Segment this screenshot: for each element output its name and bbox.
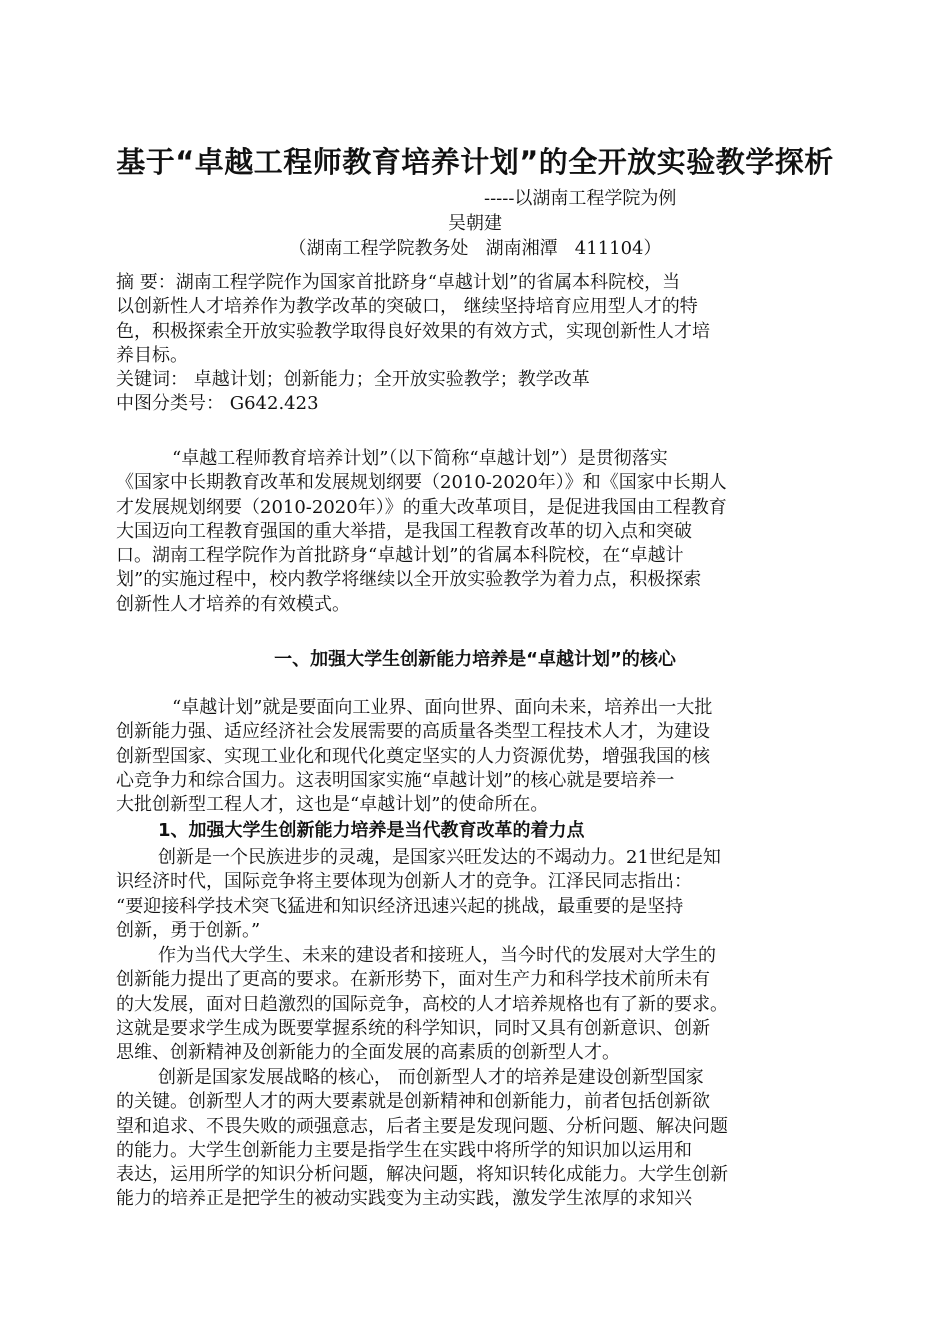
paragraph-line: 思维、创新精神及创新能力的全面发展的高素质的创新型人才。 — [116, 1042, 620, 1064]
paragraph-line: 划”的实施过程中，校内教学将继续以全开放实验教学为着力点，积极探索 — [116, 569, 702, 591]
paragraph-line: 创新性人才培养的有效模式。 — [116, 593, 350, 615]
paragraph — [116, 846, 836, 943]
abstract-line: 色，积极探索全开放实验教学取得良好效果的有效方式，实现创新性人才培 — [116, 320, 710, 342]
paragraph — [116, 1066, 836, 1212]
classification-number: 中图分类号： G642.423 — [116, 393, 319, 415]
paragraph-line: 这就是要求学生成为既要掌握系统的科学知识，同时又具有创新意识、创新 — [116, 1017, 710, 1039]
subsection-heading: 1、加强大学生创新能力培养是当代教育改革的着力点 — [158, 820, 585, 841]
author-name: 吴朝建 — [448, 213, 502, 234]
paragraph-line: 创新，勇于创新。” — [116, 919, 261, 941]
abstract-line: 养目标。 — [116, 344, 188, 366]
paragraph-line: 表达，运用所学的知识分析问题，解决问题，将知识转化成能力。大学生创新 — [116, 1164, 728, 1186]
paragraph-line: 创新型国家、实现工业化和现代化奠定坚实的人力资源优势，增强我国的核 — [116, 745, 710, 767]
paragraph — [116, 696, 836, 817]
paragraph-line: “卓越计划”就是要面向工业界、面向世界、面向未来，培养出一大批 — [172, 697, 713, 718]
paragraph-line: 创新是国家发展战略的核心， 而创新型人才的培养是建设创新型国家 — [158, 1067, 704, 1088]
paragraph-line: 识经济时代，国际竞争将主要体现为创新人才的竞争。江泽民同志指出： — [116, 871, 692, 893]
paragraph-line: 《国家中长期教育改革和发展规划纲要（2010-2020年）》和《国家中长期人 — [116, 472, 727, 494]
paragraph-line: 创新能力强、适应经济社会发展需要的高质量各类型工程技术人才，为建设 — [116, 721, 710, 743]
paragraph-line: 心竞争力和综合国力。这表明国家实施“卓越计划”的核心就是要培养一 — [116, 769, 675, 791]
paragraph — [116, 944, 836, 1065]
paragraph-line: 大批创新型工程人才，这也是“卓越计划”的使命所在。 — [116, 794, 549, 816]
subtitle: -----以湖南工程学院为例 — [484, 188, 677, 209]
paragraph-line: 创新能力提出了更高的要求。在新形势下，面对生产力和科学技术前所未有 — [116, 969, 710, 991]
page-title: 基于“卓越工程师教育培养计划”的全开放实验教学探析 — [116, 145, 834, 179]
paragraph-line: 的能力。大学生创新能力主要是指学生在实践中将所学的知识加以运用和 — [116, 1139, 692, 1161]
paragraph-line: 口。湖南工程学院作为首批跻身“卓越计划”的省属本科院校，在“卓越计 — [116, 545, 684, 567]
paragraph-line: “卓越工程师教育培养计划”（以下简称“卓越计划”）是贯彻落实 — [172, 448, 668, 469]
author-affiliation: （湖南工程学院教务处 湖南湘潭 411104） — [288, 238, 662, 259]
paragraph-line: 大国迈向工程教育强国的重大举措，是我国工程教育改革的切入点和突破 — [116, 520, 692, 542]
paragraph-line: 创新是一个民族进步的灵魂，是国家兴旺发达的不竭动力。21世纪是知 — [158, 847, 721, 868]
paragraph-line: 才发展规划纲要（2010-2020年）》的重大改革项目，是促进我国由工程教育 — [116, 496, 727, 518]
paragraph-line: 望和追求、不畏失败的顽强意志，后者主要是发现问题、分析问题、解决问题 — [116, 1115, 728, 1137]
paragraph-line: 的关键。创新型人才的两大要素就是创新精神和创新能力，前者包括创新欲 — [116, 1091, 710, 1113]
abstract — [116, 271, 836, 417]
section-heading: 一、加强大学生创新能力培养是“卓越计划”的核心 — [274, 649, 676, 670]
paragraph-line: 的大发展，面对日趋激烈的国际竞争，高校的人才培养规格也有了新的要求。 — [116, 993, 728, 1015]
keywords: 关键词： 卓越计划；创新能力；全开放实验教学；教学改革 — [116, 369, 590, 391]
paragraph-line: “要迎接科学技术突飞猛进和知识经济迅速兴起的挑战，最重要的是坚持 — [116, 895, 684, 917]
abstract-line: 以创新性人才培养作为教学改革的突破口， 继续坚持培育应用型人才的特 — [116, 296, 698, 318]
intro-paragraph — [116, 447, 836, 617]
abstract-line: 摘 要：湖南工程学院作为国家首批跻身“卓越计划”的省属本科院校，当 — [116, 272, 681, 293]
paragraph-line: 能力的培养正是把学生的被动实践变为主动实践，激发学生浓厚的求知兴 — [116, 1188, 692, 1210]
paragraph-line: 作为当代大学生、未来的建设者和接班人，当今时代的发展对大学生的 — [158, 945, 716, 966]
